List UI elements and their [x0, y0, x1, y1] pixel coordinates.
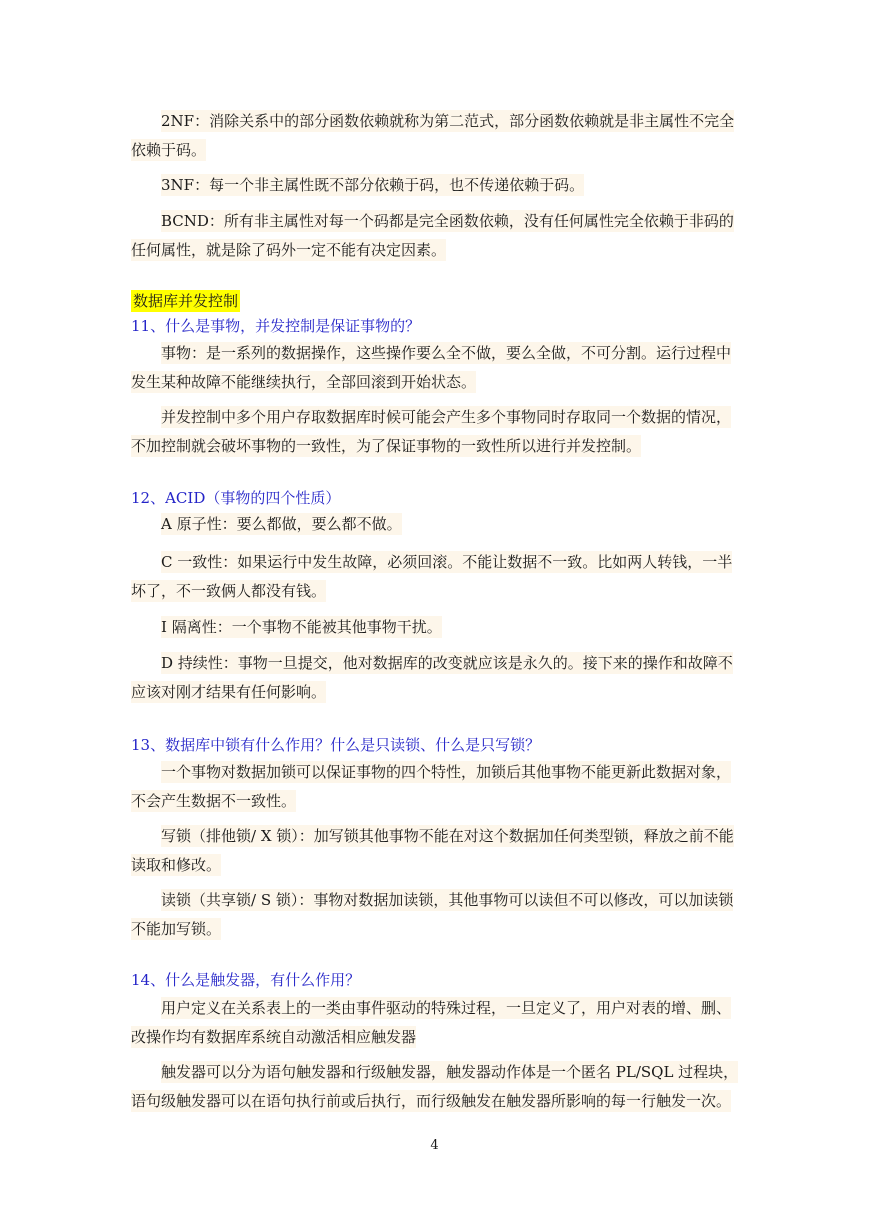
q12-consistency: [131, 548, 740, 606]
paragraph-3nf: [131, 171, 740, 200]
question-13-heading: 13、数据库中锁有什么作用？什么是只读锁、什么是只写锁？: [131, 736, 541, 754]
q11-paragraph-2: [131, 403, 740, 461]
text-line: 写锁（排他锁/ X 锁）：加写锁其他事物不能在对这个数据加任何类型锁，释放之前不能: [161, 827, 734, 845]
q14-paragraph-1: [131, 994, 740, 1052]
text-line: 不能加写锁。: [131, 920, 222, 938]
text-line: 不加控制就会破坏事物的一致性，为了保证事物的一致性所以进行并发控制。: [131, 437, 642, 455]
q14-paragraph-2: [131, 1058, 740, 1116]
q12-durability: [131, 649, 740, 707]
text-line: 读取和修改。: [131, 856, 222, 874]
q12-isolation: [131, 613, 740, 642]
text-line: 3NF：每一个非主属性既不部分依赖于码，也不传递依赖于码。: [161, 176, 585, 194]
text-line: 发生某种故障不能继续执行，全部回滚到开始状态。: [131, 373, 477, 391]
text-line: 读锁（共享锁/ S 锁）：事物对数据加读锁，其他事物可以读但不可以修改，可以加读锁: [161, 891, 734, 909]
paragraph-bcnd: [131, 207, 740, 265]
text-line: C 一致性：如果运行中发生故障，必须回滚。不能让数据不一致。比如两人转钱，一半: [161, 553, 733, 571]
text-line: 触发器可以分为语句触发器和行级触发器，触发器动作体是一个匿名 PL/SQL 过程块，: [161, 1063, 739, 1081]
paragraph-2nf: [131, 107, 740, 165]
text-line: 并发控制中多个用户存取数据库时候可能会产生多个事物同时存取同一个数据的情况，: [161, 408, 732, 426]
text-line: 2NF：消除关系中的部分函数依赖就称为第二范式，部分函数依赖就是非主属性不完全: [161, 112, 735, 130]
text-line: 依赖于码。: [131, 141, 207, 159]
text-line: 事物：是一系列的数据操作，这些操作要么全不做，要么全做，不可分割。运行过程中: [161, 344, 732, 362]
text-line: 不会产生数据不一致性。: [131, 792, 297, 810]
text-line: 改操作均有数据库系统自动激活相应触发器: [131, 1028, 417, 1046]
question-11-heading: 11、什么是事物，并发控制是保证事物的？: [131, 317, 421, 335]
text-line: A 原子性：要么都做，要么都不做。: [161, 515, 402, 533]
question-14-heading: 14、什么是触发器，有什么作用？: [131, 971, 361, 989]
text-line: 应该对刚才结果有任何影响。: [131, 683, 327, 701]
text-line: D 持续性：事物一旦提交，他对数据库的改变就应该是永久的。接下来的操作和故障不: [161, 654, 733, 672]
section-title: 数据库并发控制: [133, 292, 239, 310]
text-line: BCND：所有非主属性对每一个码都是完全函数依赖，没有任何属性完全依赖于非码的: [161, 212, 734, 230]
q13-paragraph-2: [131, 822, 740, 880]
text-line: 用户定义在关系表上的一类由事件驱动的特殊过程，一旦定义了，用户对表的增、删、: [161, 999, 732, 1017]
text-line: 任何属性，就是除了码外一定不能有决定因素。: [131, 241, 447, 259]
text-line: 语句级触发器可以在语句执行前或后执行，而行级触发在触发器所影响的每一行触发一次。: [131, 1092, 732, 1110]
text-line: 坏了，不一致俩人都没有钱。: [131, 582, 327, 600]
q13-paragraph-1: [131, 758, 740, 816]
text-line: 一个事物对数据加锁可以保证事物的四个特性，加锁后其他事物不能更新此数据对象，: [161, 763, 732, 781]
q11-paragraph-1: [131, 339, 740, 397]
q13-paragraph-3: [131, 886, 740, 944]
text-line: I 隔离性：一个事物不能被其他事物干扰。: [161, 618, 442, 636]
page-number: 4: [430, 1138, 439, 1153]
q12-atomicity: [131, 510, 740, 539]
question-12-heading: 12、ACID（事物的四个性质）: [131, 489, 341, 507]
